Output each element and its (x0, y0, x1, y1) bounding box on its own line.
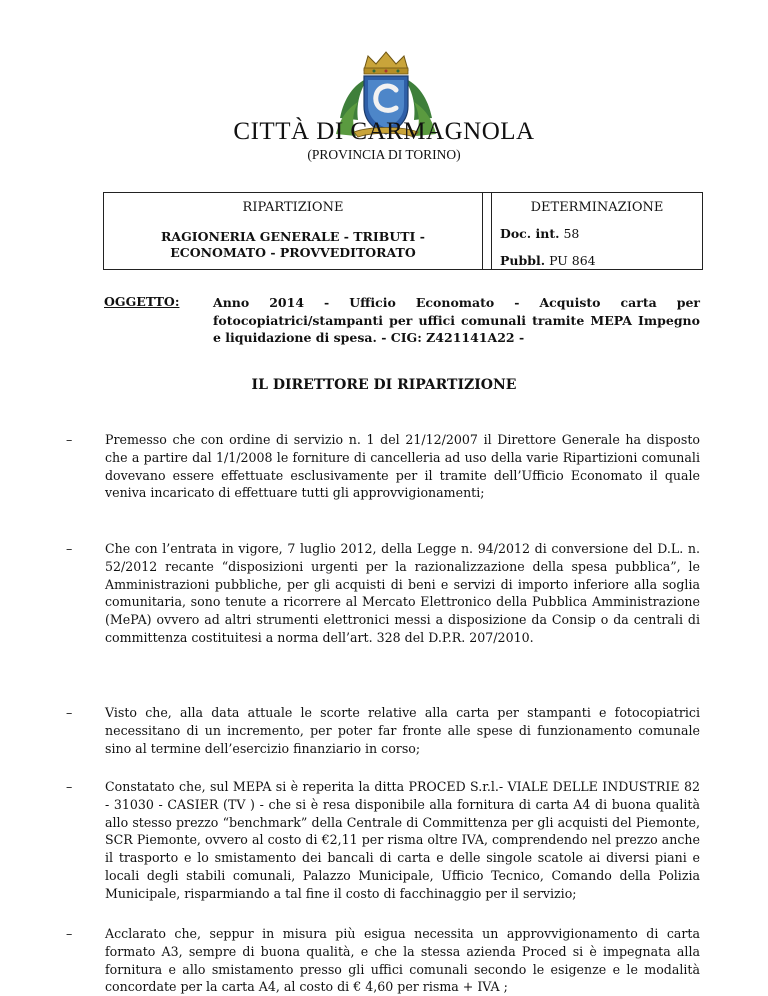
ripartizione-name (104, 229, 482, 261)
bullet-dash: – (66, 926, 73, 941)
determinazione-box (491, 192, 703, 270)
oggetto-text: Anno 2014 - Ufficio Economato - Acquisto carta per fotocopiatrici/stampanti per uffici comunali tramite MEPA Impegno e liquidazione di spesa. - CIG: Z421141A22 - (213, 295, 700, 345)
province-subtitle: (PROVINCIA DI TORINO) (307, 147, 461, 162)
bullet-dash: – (66, 541, 73, 556)
determinazione-title: DETERMINAZIONE (530, 200, 664, 215)
doc-int-value: 58 (563, 226, 580, 241)
header-box-separator (483, 192, 491, 270)
paragraph-text: Che con l’entrata in vigore, 7 luglio 2012, della Legge n. 94/2012 di conversione del D.L. n. 52/2012 recante “disposizioni urgenti per la razionalizzazione della spesa pubblica”, le Amministrazioni pubbliche, per gli acquisti di beni e servizi di importo inferiore alla soglia comunitaria, sono tenute a ricorrere al Mercato Elettronico della Pubblica Amministrazione (MePA) ovvero ad altri strumenti elettronici messi a disposizione da Consip o da centrali di committenza costituitesi a norma dell’art. 328 del D.P.R. 207/2010. (105, 541, 700, 645)
paragraph-text: Visto che, alla data attuale le scorte relative alla carta per stampanti e fotocopiatrici necessitano di un incremento, per poter far fronte alle spese di funzionamento comunale sino al termine dell’esercizio finanziario in corso; (105, 705, 700, 756)
director-heading: IL DIRETTORE DI RIPARTIZIONE (251, 377, 517, 393)
doc-int-row (500, 226, 579, 241)
bullet-dash: – (66, 705, 73, 720)
pubbl-value: PU 864 (549, 253, 596, 268)
city-title: CITTÀ DI CARMAGNOLA (233, 118, 535, 145)
doc-int-label: Doc. int. (500, 226, 560, 241)
ripartizione-box (103, 192, 483, 270)
paragraph-text: Premesso che con ordine di servizio n. 1 del 21/12/2007 il Direttore Generale ha disposto che a partire dal 1/1/2008 le forniture di cancelleria ad uso della varie Ripartizioni comunali dovevano essere effettuate esclusivamente per il tramite dell’Ufficio Economato il quale veniva incaricato di effettuare tutti gli approvvigionamenti; (105, 432, 700, 501)
oggetto-label: OGGETTO: (104, 294, 180, 309)
paragraph-text: Acclarato che, seppur in misura più esigua necessita un approvvigionamento di carta formato A3, sempre di buona qualità, e che la stessa azienda Proced si è impegnata alla fornitura e allo smistamento presso gli uffici comunali secondo le esigenze e le modalità concordate per la carta A4, al costo di € 4,60 per risma + IVA ; (105, 926, 700, 995)
bullet-dash: – (66, 779, 73, 794)
paragraph-text: Constatato che, sul MEPA si è reperita la ditta PROCED S.r.l.- VIALE DELLE INDUSTRIE 82 - 31030 - CASIER (TV ) - che si è resa disponibile alla fornitura di carta A4 di buona qualità allo stesso prezzo “benchmark” della Centrale di Committenza per gli acquisti del Piemonte, SCR Piemonte, ovvero al costo di €2,11 per risma oltre IVA, comprendendo nel prezzo anche il trasporto e lo smistamento dei bancali di carta e delle singole scatole ai diversi piani e locali degli stabili comunali, Palazzo Municipale, Ufficio Tecnico, Comando della Polizia Municipale, risparmiando a tal fine il costo di facchinaggio per il servizio; (105, 779, 700, 901)
pubbl-row (500, 253, 596, 268)
ripartizione-line-1: RAGIONERIA GENERALE - TRIBUTI - (161, 229, 425, 244)
bullet-dash: – (66, 432, 73, 447)
pubbl-label: Pubbl. (500, 253, 546, 268)
ripartizione-title: RIPARTIZIONE (242, 200, 344, 215)
ripartizione-line-2: ECONOMATO - PROVVEDITORATO (170, 245, 416, 260)
